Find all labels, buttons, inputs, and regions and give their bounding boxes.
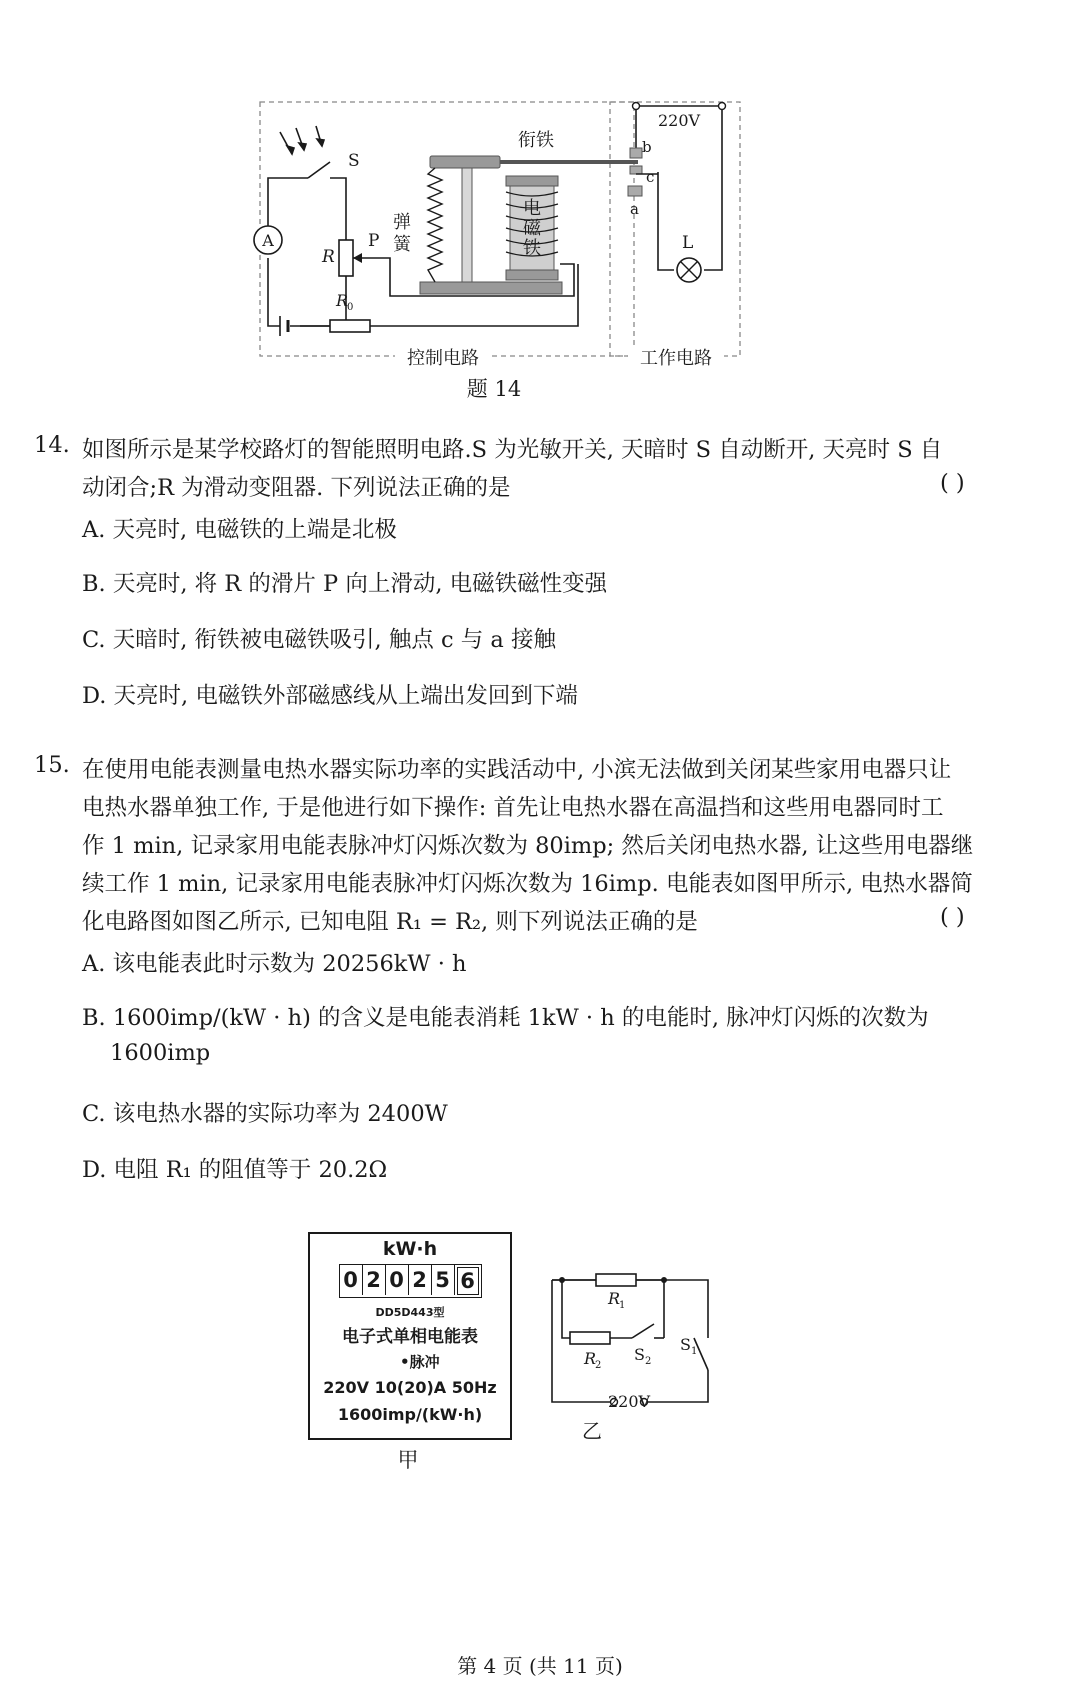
circuit-caption: 乙 [582, 1419, 602, 1443]
rheostat-label: R [322, 247, 335, 267]
control-circuit-label: 控制电路 [407, 348, 479, 369]
q14-option-c: C. 天暗时, 衔铁被电磁铁吸引, 触点 c 与 a 接触 [82, 627, 556, 653]
slider-P-icon [353, 253, 362, 263]
q15-option-b-cont: 1600imp [110, 1040, 211, 1066]
base-plate [420, 282, 562, 294]
s1-label: S [680, 1335, 691, 1354]
q14-option-b: B. 天亮时, 将 R 的滑片 P 向上滑动, 电磁铁磁性变强 [82, 571, 608, 597]
q15-stem-line4: 续工作 1 min, 记录家用电能表脉冲灯闪烁次数为 16imp. 电能表如图甲所示, 电热水器简 [82, 871, 973, 897]
q15-stem-line3: 作 1 min, 记录家用电能表脉冲灯闪烁次数为 80imp; 然后关闭电热水器, 让这些用电器继 [82, 833, 974, 859]
q14-number: 14. [34, 432, 70, 458]
contact-c-label: c [646, 168, 655, 186]
meter-name: 电子式单相电能表 [342, 1327, 478, 1347]
meter-spec: 220V 10(20)A 50Hz [323, 1378, 497, 1397]
post [462, 156, 472, 282]
meter-digit: 0 [340, 1265, 363, 1295]
q15-answer-blank: ( ) [940, 904, 965, 930]
s2-subscript: 2 [645, 1356, 652, 1367]
q15-option-b: B. 1600imp/(kW · h) 的含义是电能表消耗 1kW · h 的电能时, 脉冲灯闪烁的次数为 [82, 1005, 929, 1031]
ammeter-label: A [262, 231, 274, 250]
battery-icon [280, 316, 288, 336]
light-arrows-icon [280, 126, 324, 154]
q14-answer-blank: ( ) [940, 470, 965, 496]
q14-stem-line2: 动闭合;R 为滑动变阻器. 下列说法正确的是 [82, 475, 511, 501]
switch-S-label: S [348, 151, 360, 171]
meter-digit-display [310, 1264, 510, 1298]
resistor-R2 [570, 1332, 610, 1344]
contact-c [630, 166, 642, 174]
voltage-label: 220V [657, 111, 701, 130]
r2-subscript: 2 [595, 1360, 602, 1371]
q15-option-a: A. 该电能表此时示数为 20256kW · h [82, 951, 467, 977]
meter-constant: 1600imp/(kW·h) [337, 1405, 483, 1424]
switch-S [308, 162, 330, 178]
s2-label: S [634, 1345, 645, 1364]
r2-label: R [584, 1349, 597, 1368]
q15-option-d: D. 电阻 R₁ 的阻值等于 20.2Ω [82, 1157, 388, 1183]
work-circuit-label: 工作电路 [640, 348, 712, 369]
supply-voltage-label: 220V [607, 1392, 651, 1411]
heater-circuit-diagram [540, 1266, 750, 1444]
q15-stem-line1: 在使用电能表测量电热水器实际功率的实践活动中, 小滨无法做到关闭某些家用电器只让 [82, 757, 952, 783]
q15-stem-line5: 化电路图如图乙所示, 已知电阻 R₁ = R₂, 则下列说法正确的是 [82, 909, 698, 935]
meter-digit: 0 [386, 1265, 409, 1295]
contact-b-label: b [642, 138, 652, 156]
q14-stem-line1: 如图所示是某学校路灯的智能照明电路.S 为光敏开关, 天暗时 S 自动断开, 天亮时 S 自 [82, 437, 943, 463]
r1-label: R [608, 1289, 621, 1308]
armature-label: 衔铁 [518, 130, 554, 151]
page-footer: 第 4 页 (共 11 页) [457, 1654, 623, 1678]
figure-14-relay-circuit [230, 88, 810, 398]
junction-dot [559, 1277, 565, 1283]
work-wires [636, 106, 722, 270]
junction-dot [661, 1277, 667, 1283]
r0-subscript: 0 [347, 302, 354, 313]
switch-S2 [632, 1324, 654, 1338]
q15-stem-line2: 电热水器单独工作, 于是他进行如下操作: 首先让电热水器在高温挡和这些用电器同时工 [82, 795, 944, 821]
magnet-bottom [506, 270, 558, 280]
r0-label: R [336, 291, 349, 310]
armature-pivot [430, 156, 500, 168]
lamp-label: L [682, 233, 694, 253]
contact-a-label: a [630, 200, 639, 218]
magnet-label-2: 磁 [523, 218, 541, 239]
s1-lower-wire [648, 1370, 708, 1402]
s1-subscript: 1 [691, 1346, 698, 1357]
slider-label: P [368, 231, 380, 251]
magnet-top [506, 176, 558, 186]
magnet-label-3: 铁 [523, 238, 541, 259]
spring-label-2: 簧 [393, 234, 411, 255]
contact-b [630, 148, 642, 158]
meter-digit-decimal: 6 [457, 1267, 479, 1295]
q15-number: 15. [34, 752, 70, 778]
meter-caption: 甲 [397, 1448, 419, 1472]
resistor-R1 [596, 1274, 636, 1286]
meter-digit: 5 [432, 1265, 455, 1295]
q15-option-c: C. 该电热水器的实际功率为 2400W [82, 1101, 448, 1127]
q14-option-a: A. 天亮时, 电磁铁的上端是北极 [82, 517, 397, 543]
meter-model: DD5D443型 [375, 1306, 445, 1319]
work-circuit-box [610, 102, 740, 356]
resistor-R0 [330, 320, 370, 332]
rheostat-R [339, 240, 353, 276]
meter-unit: kW·h [382, 1238, 438, 1260]
r1-subscript: 1 [619, 1300, 626, 1311]
meter-pulse-indicator: •脉冲 [400, 1353, 440, 1371]
energy-meter-panel [308, 1232, 512, 1440]
meter-digit: 2 [363, 1265, 386, 1295]
spring-icon [428, 168, 442, 282]
contact-a [628, 186, 642, 196]
figure-14-caption: 题 14 [466, 377, 522, 398]
meter-digit: 2 [409, 1265, 432, 1295]
magnet-label-1: 电 [523, 198, 541, 219]
spring-label-1: 弹 [393, 212, 411, 233]
q14-option-d: D. 天亮时, 电磁铁外部磁感线从上端出发回到下端 [82, 683, 578, 709]
